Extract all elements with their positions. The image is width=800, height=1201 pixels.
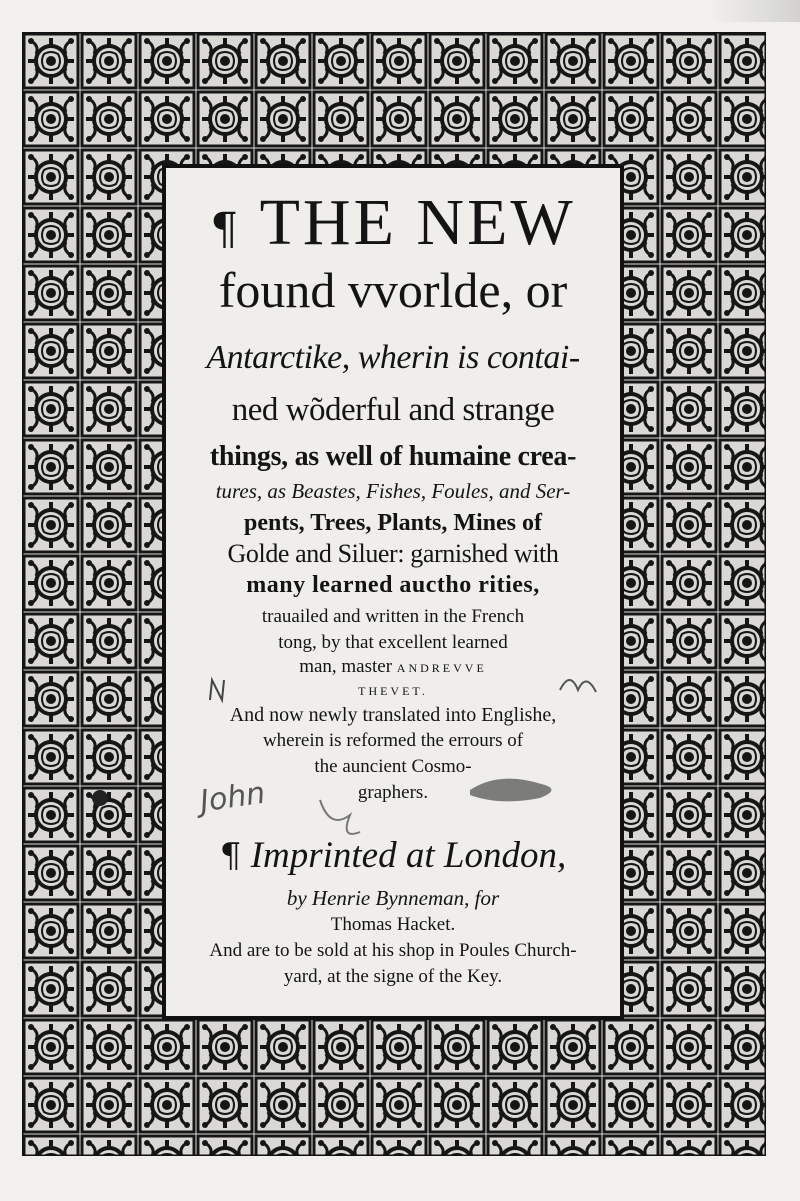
author-surname: THEVET. <box>358 684 428 698</box>
subtitle-line-4: things, as well of humaine crea- <box>209 441 577 472</box>
translation-line-1: And now newly translated into Englishe, <box>229 704 557 726</box>
author-line <box>167 654 619 681</box>
subtitle-line-8: many learned auctho rities, <box>246 572 540 598</box>
translation-line-2: wherein is reformed the errours of <box>262 730 524 751</box>
author-prefix: man, master <box>299 656 393 677</box>
shop-line-2: yard, at the signe of the Key. <box>283 966 503 987</box>
subtitle-line-7: Golde and Siluer: garnished with <box>227 539 559 568</box>
subtitle-line-10: tong, by that excellent learned <box>278 632 508 653</box>
subtitle-line-1: found vvorlde, or <box>218 262 568 318</box>
translation-line-3: the auncient Cosmo- <box>314 756 472 777</box>
title-text: THE NEW <box>259 186 576 259</box>
subtitle-line-3: ned wõderful and strange <box>231 392 555 428</box>
imprint-line <box>167 834 619 878</box>
title-line <box>167 188 619 265</box>
subtitle-line-9: trauailed and written in the French <box>261 606 525 627</box>
handwritten-signature: John <box>197 775 268 820</box>
shop-line-1: And are to be sold at his shop in Poules Church- <box>209 940 577 961</box>
author-name: ANDREVVE <box>396 661 487 675</box>
publisher-line: Thomas Hacket. <box>330 914 456 935</box>
title-text-panel <box>167 168 619 1016</box>
printer-line: by Henrie Bynneman, for <box>286 886 500 910</box>
corner-stain <box>710 0 800 22</box>
imprint-text: Imprinted at London, <box>250 835 567 876</box>
translation-line-4: graphers. <box>357 782 429 803</box>
pilcrow-icon: ¶ <box>210 204 242 255</box>
pilcrow-icon: ¶ <box>219 836 242 876</box>
subtitle-line-2: Antarctike, wherin is contai- <box>206 339 580 376</box>
subtitle-line-6: pents, Trees, Plants, Mines of <box>244 510 542 536</box>
subtitle-line-5: tures, as Beastes, Fishes, Foules, and Ser- <box>215 479 571 503</box>
